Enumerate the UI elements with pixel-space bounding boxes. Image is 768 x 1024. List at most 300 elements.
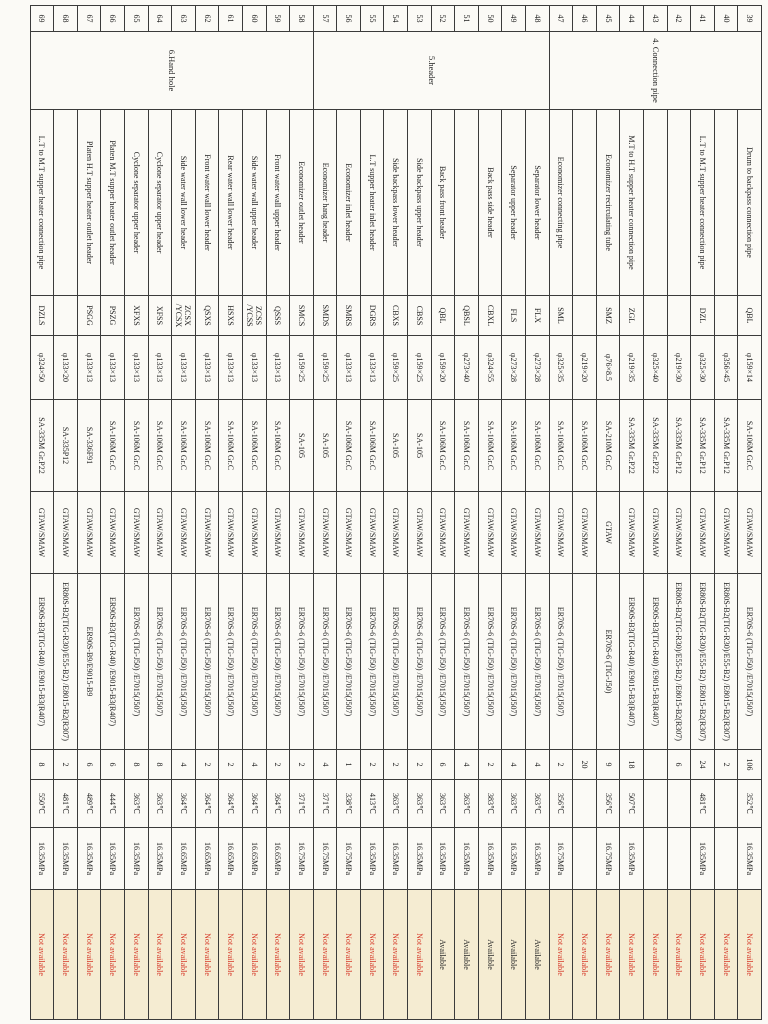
part-name: Side backpass upper header (408, 110, 432, 296)
table-row (431, 6, 455, 1020)
part-name: Economizer inlet header (337, 110, 361, 296)
pipe-size: φ219×35 (620, 336, 644, 400)
row-number: 60 (242, 6, 266, 32)
filler-metal: ER70S-6 (TIG-J50) /E7015(J507) (337, 574, 361, 750)
row-number: 66 (101, 6, 125, 32)
part-code: DGRS (360, 296, 384, 336)
table-row (502, 6, 526, 1020)
part-name: Front water wall lower header (195, 110, 219, 296)
part-name (455, 110, 479, 296)
design-pressure: 16.35MPa (431, 828, 455, 890)
part-code (573, 296, 597, 336)
design-temperature (644, 780, 668, 828)
design-temperature: 481℃ (54, 780, 78, 828)
material: SA-105 (290, 400, 314, 492)
availability-status: Not available (242, 890, 266, 1020)
filler-metal: ER70S-6 (TIG-J50) /E7015(J507) (526, 574, 550, 750)
filler-metal (573, 574, 597, 750)
material: SA-106M Gr.C (360, 400, 384, 492)
welding-process: GTAW/SMAW (54, 492, 78, 574)
availability-status: Not available (596, 890, 620, 1020)
welding-process: GTAW/SMAW (124, 492, 148, 574)
design-pressure: 16.65MPa (266, 828, 290, 890)
table-row (620, 6, 644, 1020)
filler-metal: ER70S-6 (TIG-J50) /E7015(J507) (478, 574, 502, 750)
part-code: ZGL (620, 296, 644, 336)
material: SA-105 (384, 400, 408, 492)
part-code: DZLS (30, 296, 54, 336)
part-name: Economizer recirculating tube (596, 110, 620, 296)
part-name: Cyclone separator upper header (124, 110, 148, 296)
welding-process: GTAW/SMAW (195, 492, 219, 574)
welding-process: GTAW/SMAW (431, 492, 455, 574)
welding-process: GTAW/SMAW (30, 492, 54, 574)
pipe-size: φ159×14 (738, 336, 762, 400)
availability-status: Not available (691, 890, 715, 1020)
part-name: Platen H.T supper heater outlet header (77, 110, 101, 296)
table-row (77, 6, 101, 1020)
joint-count: 2 (549, 750, 573, 780)
availability-status: Not available (738, 890, 762, 1020)
pipe-size: φ325×35 (549, 336, 573, 400)
joint-count: 1 (337, 750, 361, 780)
pipe-size: φ133×13 (195, 336, 219, 400)
availability-status: Not available (54, 890, 78, 1020)
joint-count: 2 (290, 750, 314, 780)
part-code: FLX (526, 296, 550, 336)
filler-metal: ER70S-6 (TIG-J50) /E7015(J507) (266, 574, 290, 750)
design-temperature (573, 780, 597, 828)
pipe-size: φ133×13 (77, 336, 101, 400)
availability-status: Available (478, 890, 502, 1020)
design-temperature: 371℃ (290, 780, 314, 828)
joint-count: 9 (596, 750, 620, 780)
filler-metal: ER70S-6 (TIG-J50) /E7015(J507) (431, 574, 455, 750)
row-number: 40 (714, 6, 738, 32)
row-number: 46 (573, 6, 597, 32)
table-row (384, 6, 408, 1020)
material: SA-335P12 (54, 400, 78, 492)
joint-count: 4 (455, 750, 479, 780)
design-pressure (714, 828, 738, 890)
joint-count: 8 (124, 750, 148, 780)
welding-process: GTAW/SMAW (242, 492, 266, 574)
part-name: Economizer connecting pipe (549, 110, 573, 296)
filler-metal: ER90S-B3(TIG-R40) /E9015-B3(R407) (620, 574, 644, 750)
row-number: 61 (219, 6, 243, 32)
design-pressure: 16.35MPa (360, 828, 384, 890)
material: SA-106M Gr.C (431, 400, 455, 492)
part-code: QBL (431, 296, 455, 336)
availability-status: Not available (148, 890, 172, 1020)
design-temperature: 356℃ (549, 780, 573, 828)
material: SA-335M Gr.P12 (667, 400, 691, 492)
material: SA-106M Gr.C (242, 400, 266, 492)
material: SA-335M Gr.P12 (714, 400, 738, 492)
part-name: L.T supper heater inlet header (360, 110, 384, 296)
pipe-size: φ133×13 (172, 336, 196, 400)
design-pressure: 16.35MPa (620, 828, 644, 890)
joint-count: 6 (667, 750, 691, 780)
part-code: CBSS (408, 296, 432, 336)
design-pressure: 16.65MPa (219, 828, 243, 890)
pipe-size: φ133×13 (337, 336, 361, 400)
part-name: Separator lower header (526, 110, 550, 296)
design-temperature: 364℃ (195, 780, 219, 828)
row-number: 43 (644, 6, 668, 32)
part-code: FLS (502, 296, 526, 336)
section-group: 4. Connection pipe (549, 32, 761, 110)
design-temperature: 363℃ (431, 780, 455, 828)
material: SA-106M Gr.C (148, 400, 172, 492)
pipe-size: φ324×50 (30, 336, 54, 400)
row-number: 59 (266, 6, 290, 32)
joint-count: 2 (408, 750, 432, 780)
filler-metal: ER90S-B3(TIG-R40) /E9015-B3(R407) (101, 574, 125, 750)
design-pressure: 16.35MPa (478, 828, 502, 890)
welding-process: GTAW/SMAW (290, 492, 314, 574)
table-row (596, 6, 620, 1020)
welding-process: GTAW/SMAW (148, 492, 172, 574)
design-temperature: 444℃ (101, 780, 125, 828)
design-temperature: 363℃ (455, 780, 479, 828)
design-temperature: 352℃ (738, 780, 762, 828)
availability-status: Not available (384, 890, 408, 1020)
pipe-size: φ219×20 (573, 336, 597, 400)
filler-metal: ER70S-6 (TIG-J50) /E7015(J507) (502, 574, 526, 750)
availability-status: Not available (667, 890, 691, 1020)
pipe-size: φ273×28 (526, 336, 550, 400)
part-code (644, 296, 668, 336)
welding-process: GTAW/SMAW (408, 492, 432, 574)
material: SA-106M Gr.C (337, 400, 361, 492)
row-number: 53 (408, 6, 432, 32)
welding-process: GTAW/SMAW (549, 492, 573, 574)
pipe-size: φ273×28 (502, 336, 526, 400)
table-row (408, 6, 432, 1020)
pipe-size: φ133×13 (148, 336, 172, 400)
design-pressure: 16.35MPa (101, 828, 125, 890)
joint-count: 8 (148, 750, 172, 780)
part-code: XFSS (148, 296, 172, 336)
joint-count: 106 (738, 750, 762, 780)
material: SA-105 (313, 400, 337, 492)
filler-metal: ER70S-6 (TIG-J50) /E7015(J507) (384, 574, 408, 750)
row-number: 54 (384, 6, 408, 32)
availability-status: Not available (573, 890, 597, 1020)
row-number: 62 (195, 6, 219, 32)
design-temperature: 364℃ (242, 780, 266, 828)
welding-process: GTAW/SMAW (644, 492, 668, 574)
design-pressure: 16.65MPa (195, 828, 219, 890)
part-code: SMZ (596, 296, 620, 336)
availability-status: Not available (124, 890, 148, 1020)
part-code: ZCSS /YCSS (242, 296, 266, 336)
welding-process: GTAW/SMAW (478, 492, 502, 574)
availability-status: Not available (77, 890, 101, 1020)
design-pressure: 16.35MPa (526, 828, 550, 890)
row-number: 45 (596, 6, 620, 32)
part-name: Back pass front header (431, 110, 455, 296)
joint-count: 6 (77, 750, 101, 780)
design-temperature: 356℃ (596, 780, 620, 828)
design-temperature: 338℃ (337, 780, 361, 828)
pipe-size: φ219×30 (667, 336, 691, 400)
pipe-size: φ133×13 (360, 336, 384, 400)
availability-status: Not available (360, 890, 384, 1020)
table-row (455, 6, 479, 1020)
design-pressure: 16.75MPa (337, 828, 361, 890)
welding-process: GTAW/SMAW (573, 492, 597, 574)
availability-status: Not available (313, 890, 337, 1020)
table-row (573, 6, 597, 1020)
table-body (30, 6, 761, 1020)
availability-status: Available (455, 890, 479, 1020)
row-number: 47 (549, 6, 573, 32)
table-row (172, 6, 196, 1020)
design-pressure: 16.35MPa (738, 828, 762, 890)
joint-count: 4 (313, 750, 337, 780)
part-code (714, 296, 738, 336)
design-pressure (644, 828, 668, 890)
row-number: 63 (172, 6, 196, 32)
design-pressure: 16.35MPa (148, 828, 172, 890)
row-number: 52 (431, 6, 455, 32)
availability-status: Available (431, 890, 455, 1020)
part-code: PSZG (101, 296, 125, 336)
material: SA-106M Gr.C (455, 400, 479, 492)
part-code (54, 296, 78, 336)
filler-metal: ER70S-6 (TIG-J50) /E7015(J507) (360, 574, 384, 750)
filler-metal: ER90S-B3(TIG-R40) /E9015-B3(R407) (30, 574, 54, 750)
joint-count: 24 (691, 750, 715, 780)
part-code: DZL (691, 296, 715, 336)
design-temperature (714, 780, 738, 828)
availability-status: Not available (408, 890, 432, 1020)
table-row (478, 6, 502, 1020)
pipe-size: φ325×30 (691, 336, 715, 400)
filler-metal: ER70S-6 (TIG-J50) (596, 574, 620, 750)
design-temperature: 371℃ (313, 780, 337, 828)
joint-count: 18 (620, 750, 644, 780)
pipe-size: φ133×13 (219, 336, 243, 400)
welding-process: GTAW/SMAW (714, 492, 738, 574)
row-number: 68 (54, 6, 78, 32)
design-pressure: 16.65MPa (242, 828, 266, 890)
table-row (738, 6, 762, 1020)
design-temperature: 383℃ (478, 780, 502, 828)
welding-process: GTAW/SMAW (77, 492, 101, 574)
filler-metal: ER70S-6 (TIG-J50) /E7015(J507) (290, 574, 314, 750)
row-number: 56 (337, 6, 361, 32)
row-number: 44 (620, 6, 644, 32)
material: SA-106M Gr.C (266, 400, 290, 492)
availability-status: Not available (101, 890, 125, 1020)
design-pressure: 16.35MPa (408, 828, 432, 890)
welding-process: GTAW/SMAW (691, 492, 715, 574)
row-number: 69 (30, 6, 54, 32)
part-code: PSGG (77, 296, 101, 336)
table-row (219, 6, 243, 1020)
part-code: CBXL (478, 296, 502, 336)
joint-count: 2 (54, 750, 78, 780)
filler-metal: ER70S-6 (TIG-J50) /E7015(J507) (219, 574, 243, 750)
filler-metal: ER80S-B2(TIG-R30)/E55-B2) /E8015-B2(R307) (667, 574, 691, 750)
filler-metal: ER70S-6 (TIG-J50) /E7015(J507) (455, 574, 479, 750)
welding-process: GTAW/SMAW (738, 492, 762, 574)
material: SA-335M Gr.P22 (620, 400, 644, 492)
material: SA-106M Gr.C (478, 400, 502, 492)
pipe-size: φ133×20 (54, 336, 78, 400)
availability-status: Not available (266, 890, 290, 1020)
design-pressure: 16.75MPa (313, 828, 337, 890)
part-code: QSSS (266, 296, 290, 336)
material: SA-106M Gr.C (738, 400, 762, 492)
material: SA-106M Gr.C (124, 400, 148, 492)
table-row (337, 6, 361, 1020)
welding-process: GTAW/SMAW (101, 492, 125, 574)
availability-status: Not available (337, 890, 361, 1020)
design-pressure (667, 828, 691, 890)
table-row (360, 6, 384, 1020)
welding-process: GTAW/SMAW (667, 492, 691, 574)
welding-process: GTAW/SMAW (620, 492, 644, 574)
filler-metal: ER70S-6 (TIG-J50) /E7015(J507) (408, 574, 432, 750)
part-name: Side backpass lower header (384, 110, 408, 296)
material: SA-106M Gr.C (101, 400, 125, 492)
row-number: 51 (455, 6, 479, 32)
pipe-size: φ159×25 (290, 336, 314, 400)
design-pressure: 16.35MPa (30, 828, 54, 890)
filler-metal: ER90S-B9/E9015-B9 (77, 574, 101, 750)
part-code: SMRS (337, 296, 361, 336)
availability-status: Not available (644, 890, 668, 1020)
part-code: QSXS (195, 296, 219, 336)
part-code: QBL (738, 296, 762, 336)
design-pressure: 16.35MPa (455, 828, 479, 890)
row-number: 57 (313, 6, 337, 32)
joint-count: 20 (573, 750, 597, 780)
material: SA-106M Gr.C (502, 400, 526, 492)
row-number: 50 (478, 6, 502, 32)
section-group: 6.Hand hole (30, 32, 313, 110)
filler-metal: ER80S-B2(TIG-R30)/E55-B2) /E8015-B2(R307) (714, 574, 738, 750)
welding-process: GTAW/SMAW (219, 492, 243, 574)
filler-metal: ER80S-B2(TIG-R30)/E55-B2) /E8015-B2(R307) (691, 574, 715, 750)
design-temperature: 364℃ (172, 780, 196, 828)
part-name (573, 110, 597, 296)
table-row (691, 6, 715, 1020)
joint-count: 6 (101, 750, 125, 780)
joint-count: 2 (195, 750, 219, 780)
pipe-size: φ273×40 (455, 336, 479, 400)
part-name: Drum to backpass connection pipe (738, 110, 762, 296)
pipe-size: φ133×13 (266, 336, 290, 400)
design-temperature: 507℃ (620, 780, 644, 828)
table-row (101, 6, 125, 1020)
pipe-size: φ133×13 (242, 336, 266, 400)
joint-count: 4 (526, 750, 550, 780)
table-row (290, 6, 314, 1020)
design-temperature: 363℃ (526, 780, 550, 828)
filler-metal: ER70S-6 (TIG-J50) /E7015(J507) (148, 574, 172, 750)
table-row (549, 6, 573, 1020)
welding-process: GTAW/SMAW (172, 492, 196, 574)
part-code (667, 296, 691, 336)
material: SA-106M Gr.C (172, 400, 196, 492)
material: SA-106M Gr.C (573, 400, 597, 492)
availability-status: Not available (290, 890, 314, 1020)
filler-metal: ER80S-B2(TIG-R30)/E55-B2) /E8015-B2(R307) (54, 574, 78, 750)
welding-process: GTAW/SMAW (455, 492, 479, 574)
joint-count: 4 (242, 750, 266, 780)
filler-metal: ER90S-B3(TIG-R40) /E9015-B3(R407) (644, 574, 668, 750)
part-code: ZCSX /YCSX (172, 296, 196, 336)
design-temperature: 413℃ (360, 780, 384, 828)
part-name (667, 110, 691, 296)
row-number: 65 (124, 6, 148, 32)
filler-metal: ER70S-6 (TIG-J50) /E7015(J507) (172, 574, 196, 750)
material: SA-106M Gr.C (195, 400, 219, 492)
welding-process: GTAW/SMAW (384, 492, 408, 574)
joint-count: 8 (30, 750, 54, 780)
design-pressure: 16.75MPa (596, 828, 620, 890)
design-temperature: 364℃ (266, 780, 290, 828)
part-name: Economizer outlet header (290, 110, 314, 296)
filler-metal: ER70S-6 (TIG-J50) /E7015(J507) (738, 574, 762, 750)
pipe-size: φ76×8.5 (596, 336, 620, 400)
welding-table (30, 5, 762, 1020)
filler-metal: ER70S-6 (TIG-J50) /E7015(J507) (124, 574, 148, 750)
table-row (266, 6, 290, 1020)
part-name (644, 110, 668, 296)
availability-status: Not available (219, 890, 243, 1020)
table-row (313, 6, 337, 1020)
part-name: Front water wall upper header (266, 110, 290, 296)
welding-process: GTAW/SMAW (337, 492, 361, 574)
part-name: L.T to M.T supper heater connection pipe (691, 110, 715, 296)
section-group: 5.header (313, 32, 549, 110)
availability-status: Available (526, 890, 550, 1020)
part-code: SML (549, 296, 573, 336)
row-number: 49 (502, 6, 526, 32)
design-pressure: 16.75MPa (290, 828, 314, 890)
design-pressure: 16.35MPa (54, 828, 78, 890)
filler-metal: ER70S-6 (TIG-J50) /E7015(J507) (195, 574, 219, 750)
filler-metal: ER70S-6 (TIG-J50) /E7015(J507) (549, 574, 573, 750)
row-number: 55 (360, 6, 384, 32)
design-pressure: 16.35MPa (502, 828, 526, 890)
part-name: L.T to M.T supper heater connection pipe (30, 110, 54, 296)
pipe-size: φ133×13 (101, 336, 125, 400)
table-row (242, 6, 266, 1020)
material: SA-336F91 (77, 400, 101, 492)
table-row (54, 6, 78, 1020)
material: SA-335M Gr.P22 (30, 400, 54, 492)
joint-count: 4 (502, 750, 526, 780)
design-temperature: 363℃ (384, 780, 408, 828)
design-temperature: 363℃ (502, 780, 526, 828)
design-temperature: 363℃ (408, 780, 432, 828)
part-name: M.T to H.T supper heater connection pipe (620, 110, 644, 296)
design-temperature: 364℃ (219, 780, 243, 828)
joint-count (644, 750, 668, 780)
part-code: SMDS (313, 296, 337, 336)
welding-process: GTAW (596, 492, 620, 574)
design-pressure: 16.65MPa (172, 828, 196, 890)
joint-count: 2 (360, 750, 384, 780)
design-temperature: 363℃ (148, 780, 172, 828)
